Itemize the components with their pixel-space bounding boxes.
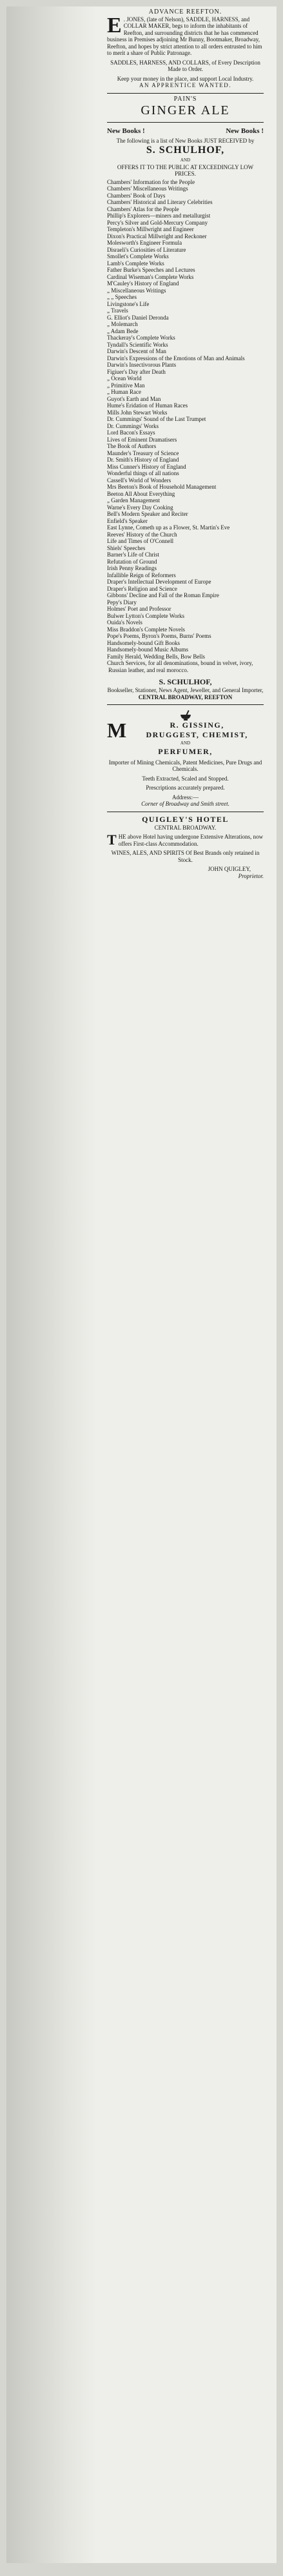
advertisement-column <box>103 6 268 883</box>
list-item: Mills John Stewart Works <box>107 409 168 416</box>
list-item: „ Molemarch <box>107 321 138 327</box>
gissing-header <box>107 721 264 757</box>
mortar-and-pestle-icon <box>179 710 192 721</box>
list-item: Chambers' Book of Days <box>107 192 166 199</box>
new-books-heading <box>107 125 264 138</box>
list-item: Dr. Cummings' Works <box>107 422 159 429</box>
ad-jones-saddler <box>107 6 264 94</box>
pains-brand: PAIN'S <box>173 95 197 103</box>
list-item: Hume's Eridation of Human Races <box>107 402 188 409</box>
list-item: Guyot's Earth and Man <box>107 395 161 402</box>
list-item: „ Travels <box>107 307 128 314</box>
list-item: Church Services, for all denominations, bound in velvet, ivory, Russian leather, and real morocco. <box>107 660 253 673</box>
list-item: Templeton's Millwright and Engineer <box>107 226 194 232</box>
list-item: „ Human Race <box>107 389 141 395</box>
gissing-prescriptions: Prescriptions accurately prepared. <box>146 784 225 791</box>
list-item: Bell's Modern Speaker and Reciter <box>107 511 188 517</box>
jones-appeal: Keep your money in the place, and support Local Industry. <box>117 75 254 82</box>
list-item: Cardinal Wiseman's Complete Works <box>107 273 194 280</box>
list-item: „ Miscellaneous Writings <box>107 287 166 294</box>
list-item: Bulwer Lytton's Complete Works <box>107 612 184 619</box>
ad-gissing-chemist <box>107 705 264 812</box>
list-item: Percy's Silver and Gold-Mercury Company <box>107 219 208 226</box>
list-item: Gibbons' Decline and Fall of the Roman Empire <box>107 592 219 598</box>
hotel-dropcap: T <box>107 832 117 848</box>
list-item: Beeton All About Everything <box>107 490 175 497</box>
gissing-trade: DRUGGEST, CHEMIST, <box>146 730 248 739</box>
list-item: Figiuer's Day after Death <box>107 368 166 375</box>
page-margin <box>6 6 97 2563</box>
list-item: Lord Bacon's Essays <box>107 429 155 436</box>
schulhof-signature: S. SCHULHOF, <box>159 677 212 686</box>
list-item: M'Cauley's History of England <box>107 280 179 287</box>
hotel-text: HE above Hotel having undergone Extensive Alterations, now offers First-class Accommodation. <box>118 833 263 847</box>
books-and: AND <box>180 158 191 163</box>
list-item: Miss Cunner's History of England <box>107 463 186 470</box>
jones-body: . JONES, (late of Nelson), SADDLE, HARNESS, and COLLAR MAKER, begs to inform the inhabitants of Reefton, and surrounding districts that he has commenced business in Premises adjoining Mr Bunny, Bootmaker, Broadway, Reefton, and hopes by strict attention to all orders entrusted to him to merit a share of Public Patronage. <box>107 15 262 56</box>
ad-pains-ginger-ale <box>107 94 264 123</box>
list-item: Lives of Eminent Dramatisers <box>107 436 177 443</box>
list-item: Wonderful things of all nations <box>107 470 179 476</box>
list-item: Irish Penny Readings <box>107 565 157 571</box>
list-item: Pepy's Diary <box>107 598 137 606</box>
list-item: Dr. Smith's History of England <box>107 456 179 463</box>
list-item: Tyndall's Scientific Works <box>107 341 168 348</box>
schulhof-address: CENTRAL BROADWAY, REEFTON <box>138 693 233 700</box>
list-item: Ouida's Novels <box>107 619 142 626</box>
pains-product: GINGER ALE <box>141 103 230 118</box>
list-item: Chambers' Atlas for the People <box>107 205 179 212</box>
list-item: Darwin's Insectivorous Plants <box>107 362 177 368</box>
list-item: Enfield's Speaker <box>107 517 148 524</box>
list-item: The Book of Authors <box>107 443 157 449</box>
hotel-name: QUIGLEY'S HOTEL <box>142 814 229 824</box>
gissing-name: R. GISSING, <box>170 721 224 730</box>
schulhof-trades: Bookseller, Stationer, News Agent, Jeweller, and General Importer, <box>107 687 264 693</box>
list-item: Smollet's Complete Works <box>107 253 169 260</box>
list-item: Refutation of Ground <box>107 558 157 565</box>
list-item: Barner's Life of Christ <box>107 551 159 558</box>
list-item: Disraeli's Curiosities of Literature <box>107 246 186 253</box>
list-item: Reeves' History of the Church <box>107 531 177 538</box>
books-offer: OFFERS IT TO THE PUBLIC AT EXCEEDINGLY LOW PRICES. <box>117 163 254 177</box>
list-item: „ Garden Management <box>107 497 160 504</box>
list-item: Chambers' Information for the People <box>107 178 195 185</box>
list-item: Dr. Cummings' Sound of the Last Trumpet <box>107 416 206 422</box>
jones-dropcap: E <box>107 13 122 37</box>
gissing-body: Importer of Mining Chemicals, Patent Medicines, Pure Drugs and Chemicals. <box>108 759 262 772</box>
list-item: Miss Braddon's Complete Novels <box>107 626 185 633</box>
list-item: Darwin's Expressions of the Emotions of Man and Animals <box>107 354 245 362</box>
list-item: Maunder's Treasury of Science <box>107 449 179 456</box>
list-item: Family Herald, Wedding Bells, Bow Bells <box>107 653 205 660</box>
books-list <box>107 179 264 674</box>
list-item: Handsomely-bound Music Albums <box>107 646 188 653</box>
ad-schulhof-books <box>107 123 264 705</box>
list-item: Livingstone's Life <box>107 300 150 307</box>
list-item: Lamb's Complete Works <box>107 260 164 267</box>
gissing-and: AND <box>180 741 191 746</box>
list-item: „ „ Speeches <box>107 294 137 300</box>
list-item: „ Adam Bede <box>107 327 139 334</box>
jones-goods: SADDLES, HARNESS, AND COLLARS, of Every Description Made to Order. <box>110 59 260 72</box>
list-item: Warne's Every Day Cooking <box>107 504 173 511</box>
list-item: Mrs Beeton's Book of Household Management <box>107 484 217 490</box>
gissing-teeth: Teeth Extracted, Scaled and Stopped. <box>142 775 229 782</box>
list-item: Handsomely-bound Gift Books <box>107 639 180 646</box>
list-item: Thackeray's Complete Works <box>107 334 175 341</box>
hotel-location: CENTRAL BROADWAY. <box>154 824 217 831</box>
gissing-address-label: Address:— <box>172 793 199 801</box>
list-item: Shiels' Speeches <box>107 544 146 551</box>
list-item: „ Ocean World <box>107 375 142 382</box>
list-item: Cassell's World of Wonders <box>107 476 171 484</box>
list-item: Life and Times of O'Connell <box>107 538 174 544</box>
list-item: Draper's Religion and Science <box>107 585 177 592</box>
hotel-body <box>107 831 264 847</box>
list-item: Father Burke's Speeches and Lectures <box>107 267 195 273</box>
list-item: Chambers' Miscellaneous Writings <box>107 185 188 192</box>
newspaper-page <box>6 6 277 2563</box>
hotel-wines: WINES, ALES, AND SPIRITS Of Best Brands only retained in Stock. <box>111 850 260 863</box>
list-item: Molesworth's Engineer Formula <box>107 240 182 246</box>
gissing-trade-2: PERFUMER, <box>158 746 213 756</box>
books-seller: S. SCHULHOF, <box>146 145 225 156</box>
books-intro: The following is a list of New Books JUST RECEIVED by <box>116 137 255 144</box>
gissing-address: Corner of Broadway and Smith street. <box>141 801 229 807</box>
list-item: G. Elliot's Daniel Deronda <box>107 314 169 321</box>
jones-intro <box>107 13 264 57</box>
list-item: Holmes' Poet and Professor <box>107 606 171 612</box>
hotel-proprietor-name: JOHN QUIGLEY, <box>208 866 251 872</box>
jones-wanted: AN APPRENTICE WANTED. <box>139 82 232 88</box>
ad-quigleys-hotel <box>107 812 264 884</box>
list-item: Darwin's Descent of Man <box>107 348 166 354</box>
list-item: Dixon's Practical Millwright and Reckoner <box>107 232 207 240</box>
list-item: „ Primitive Man <box>107 382 145 389</box>
hotel-proprietor-title: Proprietor. <box>238 872 264 879</box>
new-books-left: New Books ! <box>107 127 145 135</box>
list-item: Chambers' Historical and Literary Celebrities <box>107 199 213 205</box>
masthead: ADVANCE REEFTON. <box>148 8 222 15</box>
list-item: Pope's Poems, Byron's Poems, Burns' Poems <box>107 633 211 639</box>
list-item: Phillip's Explorers—miners and metallurgist <box>107 212 211 219</box>
list-item: Infallible Reign of Reformers <box>107 571 176 578</box>
list-item: Draper's Intellectual Development of Europe <box>107 578 211 585</box>
gissing-dropcap: M <box>107 719 127 742</box>
list-item: East Lynne, Cometh up as a Flower, St. Martin's Eve <box>107 524 230 531</box>
new-books-right: New Books ! <box>226 127 264 135</box>
